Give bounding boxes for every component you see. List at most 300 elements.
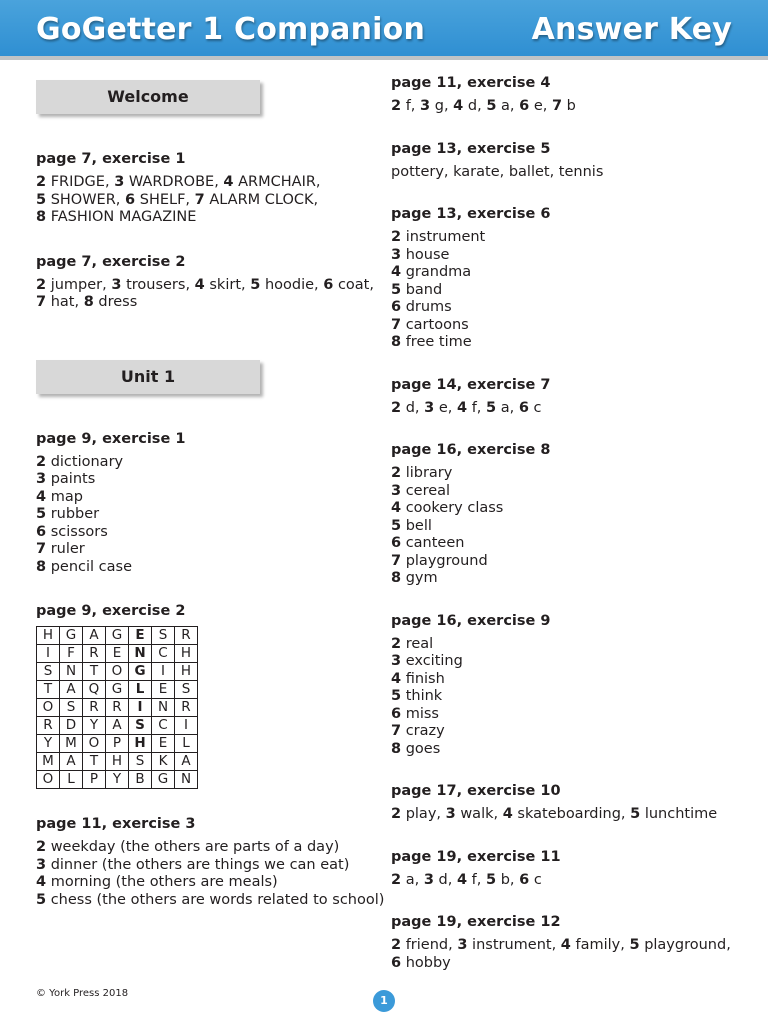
grid-cell: T xyxy=(83,663,106,681)
answer-line xyxy=(391,400,736,418)
answer-text: g, xyxy=(434,98,449,114)
answer-number: 6 xyxy=(391,535,402,551)
answer-number: 2 xyxy=(391,635,402,652)
answer-text: crazy xyxy=(405,723,445,739)
grid-cell: G xyxy=(106,681,129,699)
answer-number: 5 xyxy=(36,891,47,908)
grid-cell: O xyxy=(37,771,60,789)
answer-line xyxy=(391,553,736,571)
answer-text: f, xyxy=(405,98,416,114)
answer-line xyxy=(391,334,736,352)
answer-line xyxy=(391,483,736,501)
answer-text: dress xyxy=(98,294,138,310)
answer-text: coat, xyxy=(337,276,374,293)
answer-number: 8 xyxy=(36,209,47,225)
answer-line xyxy=(36,857,366,875)
answer-line xyxy=(391,465,736,483)
exercise-block xyxy=(391,140,736,182)
grid-cell: H xyxy=(106,753,129,771)
answer-number: 5 xyxy=(486,98,497,114)
answer-number: 2 xyxy=(36,276,47,293)
answer-text: d, xyxy=(405,399,420,416)
grid-cell: G xyxy=(106,627,129,645)
answer-text: chess (the others are words related to school) xyxy=(50,891,385,908)
answer-number: 5 xyxy=(629,937,640,953)
answer-number: 4 xyxy=(391,670,402,687)
exercise-title: page 16, exercise 9 xyxy=(391,612,551,629)
answer-number: 4 xyxy=(36,874,47,890)
exercise-answers xyxy=(391,229,736,352)
answer-text: goes xyxy=(405,740,441,757)
answer-text: ARMCHAIR, xyxy=(238,174,321,190)
answer-number: 8 xyxy=(391,334,402,350)
answer-text: trousers, xyxy=(126,276,191,293)
answer-number: 3 xyxy=(457,937,468,953)
grid-cell: K xyxy=(152,753,175,771)
grid-cell: S xyxy=(37,663,60,681)
answer-number: 3 xyxy=(391,246,402,263)
exercise-answers xyxy=(391,806,736,824)
answer-text: think xyxy=(405,688,443,704)
answer-line xyxy=(391,229,736,247)
answer-line xyxy=(391,299,736,317)
grid-cell: R xyxy=(83,645,106,663)
exercise-title: page 17, exercise 10 xyxy=(391,783,561,799)
answer-text: cartoons xyxy=(405,316,469,333)
exercise-answers xyxy=(391,400,736,418)
answer-number: 6 xyxy=(125,191,136,208)
answer-text: real xyxy=(405,635,434,652)
grid-cell: E xyxy=(152,735,175,753)
exercise-block xyxy=(36,430,366,577)
answer-number: 6 xyxy=(323,276,334,293)
grid-cell: S xyxy=(129,753,152,771)
answer-number: 2 xyxy=(391,806,402,822)
answer-number: 6 xyxy=(36,523,47,540)
answer-text: paints xyxy=(50,471,96,487)
exercise-title: page 9, exercise 2 xyxy=(36,603,186,619)
answer-number: 4 xyxy=(36,488,47,505)
answer-number: 3 xyxy=(420,98,431,114)
grid-row xyxy=(37,735,198,753)
grid-cell: G xyxy=(129,663,152,681)
answer-number: 2 xyxy=(36,453,47,470)
answer-text: cereal xyxy=(405,482,451,499)
grid-cell: S xyxy=(175,681,198,699)
exercise-title: page 11, exercise 3 xyxy=(36,816,196,832)
grid-row xyxy=(37,699,198,717)
grid-cell: E xyxy=(152,681,175,699)
exercise-title: page 13, exercise 6 xyxy=(391,206,551,222)
grid-cell: Q xyxy=(83,681,106,699)
grid-cell: G xyxy=(152,771,175,789)
answer-line xyxy=(36,209,366,227)
answer-text: miss xyxy=(405,705,439,722)
page-header xyxy=(0,0,768,60)
exercise-title: page 16, exercise 8 xyxy=(391,442,551,458)
grid-cell: Y xyxy=(83,717,106,735)
answer-text: lunchtime xyxy=(644,806,718,822)
answer-number: 5 xyxy=(250,276,261,293)
answer-text: jumper, xyxy=(50,276,107,293)
answer-line xyxy=(36,874,366,892)
answer-text: hoodie, xyxy=(264,276,319,293)
answer-line xyxy=(391,741,736,759)
grid-row xyxy=(37,627,198,645)
answer-text: hat, xyxy=(50,294,80,310)
grid-cell: P xyxy=(106,735,129,753)
answer-text: e, xyxy=(533,98,548,114)
answer-line xyxy=(36,294,366,312)
answer-number: 6 xyxy=(391,299,402,315)
answer-number: 5 xyxy=(36,506,47,522)
answer-number: 2 xyxy=(391,871,402,888)
answer-text: canteen xyxy=(405,535,465,551)
answer-line xyxy=(391,98,736,116)
answer-line xyxy=(36,454,366,472)
answer-text: a, xyxy=(405,871,420,888)
answer-text: bell xyxy=(405,517,432,534)
copyright-notice: © York Press 2018 xyxy=(36,988,129,999)
right-column xyxy=(391,74,736,996)
grid-cell: S xyxy=(152,627,175,645)
answer-text: b xyxy=(566,98,576,114)
grid-cell: N xyxy=(60,663,83,681)
answer-number: 3 xyxy=(391,482,402,499)
answer-line xyxy=(391,518,736,536)
answer-text: gym xyxy=(405,570,438,586)
answer-number: 8 xyxy=(391,570,402,586)
answer-number: 2 xyxy=(391,399,402,416)
answer-line xyxy=(36,541,366,559)
answer-line xyxy=(36,276,374,295)
answer-text: WARDROBE, xyxy=(128,174,219,190)
exercise-block xyxy=(391,782,736,824)
answer-line xyxy=(36,489,366,507)
answer-number: 6 xyxy=(391,705,402,722)
answer-number: 2 xyxy=(391,98,402,114)
answer-text: SHELF, xyxy=(139,191,191,208)
answer-text: cookery class xyxy=(405,500,504,516)
answer-text: ruler xyxy=(50,541,85,557)
answer-number: 6 xyxy=(519,871,530,888)
answer-text: rubber xyxy=(50,506,100,522)
grid-cell: F xyxy=(60,645,83,663)
exercise-answers xyxy=(391,872,736,890)
answer-text: a, xyxy=(501,98,515,114)
grid-cell: B xyxy=(129,771,152,789)
answer-number: 7 xyxy=(391,552,402,569)
exercise-answers xyxy=(36,276,374,312)
grid-cell: C xyxy=(152,717,175,735)
answer-number: 7 xyxy=(36,294,47,310)
answer-line xyxy=(36,891,385,910)
answer-text: play, xyxy=(405,806,442,822)
exercise-block xyxy=(36,253,374,312)
exercise-answers xyxy=(391,937,736,972)
answer-line xyxy=(391,317,736,335)
answer-number: 2 xyxy=(36,839,47,855)
answer-text: pencil case xyxy=(50,558,132,575)
grid-cell: H xyxy=(175,663,198,681)
grid-row xyxy=(37,645,198,663)
answer-text: library xyxy=(405,465,453,481)
answer-text: band xyxy=(405,281,443,298)
answer-text: FRIDGE, xyxy=(50,174,110,190)
answer-number: 8 xyxy=(36,558,47,575)
answer-number: 3 xyxy=(114,174,125,190)
answer-number: 2 xyxy=(391,465,402,481)
page-number-badge: 1 xyxy=(373,990,395,1012)
answer-number: 5 xyxy=(485,871,497,888)
grid-cell: I xyxy=(129,699,152,717)
grid-cell: L xyxy=(175,735,198,753)
grid-cell: R xyxy=(175,699,198,717)
answer-line xyxy=(391,500,736,518)
exercise-block xyxy=(391,913,736,972)
exercise-block xyxy=(36,815,385,909)
answer-text: map xyxy=(50,488,83,505)
answer-number: 2 xyxy=(36,174,47,190)
grid-cell: A xyxy=(60,753,83,771)
grid-cell: O xyxy=(37,699,60,717)
answer-line xyxy=(36,506,366,524)
exercise-answers xyxy=(391,465,736,588)
answer-number: 4 xyxy=(453,98,464,114)
answer-text: drums xyxy=(405,299,452,315)
answer-line xyxy=(391,264,736,282)
answer-number: 8 xyxy=(391,740,402,757)
exercise-block xyxy=(391,376,736,418)
exercise-answers xyxy=(36,839,385,909)
grid-cell: N xyxy=(129,645,152,663)
answer-number: 3 xyxy=(445,806,456,822)
answer-text: morning (the others are meals) xyxy=(50,874,278,890)
answer-text: hobby xyxy=(405,954,451,971)
answer-text: free time xyxy=(405,334,472,350)
answer-number: 7 xyxy=(36,541,47,557)
exercise-title: page 19, exercise 11 xyxy=(391,848,561,865)
answer-text: scissors xyxy=(50,523,108,540)
grid-cell: Y xyxy=(106,771,129,789)
answer-text: playground xyxy=(405,552,488,569)
answer-line xyxy=(391,706,736,724)
grid-row xyxy=(37,753,198,771)
answer-number: 7 xyxy=(391,723,402,739)
answer-number: 4 xyxy=(223,174,234,190)
answer-number: 4 xyxy=(194,276,205,293)
answer-number: 8 xyxy=(83,294,94,310)
exercise-answers xyxy=(36,174,366,227)
answer-line xyxy=(391,688,736,706)
answer-line xyxy=(391,806,736,824)
answer-text: SHOWER, xyxy=(50,191,121,208)
grid-cell: M xyxy=(37,753,60,771)
answer-text: skateboarding, xyxy=(517,806,626,822)
answer-text: c xyxy=(533,871,542,888)
answer-text: d, xyxy=(467,98,482,114)
answer-text: f, xyxy=(471,399,482,416)
answer-number: 5 xyxy=(36,191,47,208)
grid-cell: L xyxy=(60,771,83,789)
grid-cell: A xyxy=(83,627,106,645)
answer-number: 6 xyxy=(519,98,530,114)
answer-text: playground, xyxy=(644,937,731,953)
grid-cell: T xyxy=(83,753,106,771)
answer-text: instrument xyxy=(405,229,486,245)
grid-cell: E xyxy=(106,645,129,663)
answer-line xyxy=(391,535,736,553)
answer-text: FASHION MAGAZINE xyxy=(50,209,197,225)
exercise-title: page 13, exercise 5 xyxy=(391,140,551,157)
answer-number: 4 xyxy=(456,871,468,888)
answer-text: grandma xyxy=(405,264,472,280)
exercise-answers xyxy=(391,164,736,182)
grid-cell: M xyxy=(60,735,83,753)
answer-key-label: Answer Key xyxy=(531,12,732,47)
exercise-block xyxy=(36,150,366,227)
answer-text: exciting xyxy=(405,653,463,669)
grid-cell: H xyxy=(129,735,152,753)
answer-number: 3 xyxy=(391,653,402,669)
grid-cell: D xyxy=(60,717,83,735)
answer-line xyxy=(36,471,366,489)
answer-line xyxy=(391,636,736,654)
answer-line xyxy=(391,937,736,955)
grid-cell: O xyxy=(83,735,106,753)
answer-line xyxy=(391,723,736,741)
answer-text: weekday (the others are parts of a day) xyxy=(50,839,340,855)
answer-text: family, xyxy=(575,937,625,953)
answer-text: b, xyxy=(500,871,515,888)
answer-text: pottery, karate, ballet, tennis xyxy=(391,163,604,180)
grid-row xyxy=(37,663,198,681)
grid-cell: L xyxy=(129,681,152,699)
answer-text: house xyxy=(405,246,450,263)
answer-line xyxy=(391,164,736,182)
answer-line xyxy=(391,570,736,588)
exercise-title: page 19, exercise 12 xyxy=(391,914,561,930)
answer-number: 4 xyxy=(456,399,468,416)
answer-number: 2 xyxy=(391,229,402,245)
grid-row xyxy=(37,717,198,735)
answer-number: 3 xyxy=(36,856,47,873)
grid-cell: I xyxy=(152,663,175,681)
answer-number: 5 xyxy=(391,281,402,298)
exercise-title: page 9, exercise 1 xyxy=(36,430,186,447)
answer-text: d, xyxy=(438,871,453,888)
grid-row xyxy=(37,771,198,789)
exercise-block xyxy=(391,205,736,352)
exercise-block xyxy=(391,441,736,588)
grid-cell: R xyxy=(106,699,129,717)
answer-text: dinner (the others are things we can eat) xyxy=(50,856,350,873)
answer-line xyxy=(391,671,736,689)
exercise-answers xyxy=(391,98,736,116)
answer-text: ALARM CLOCK, xyxy=(209,191,319,208)
grid-cell: A xyxy=(175,753,198,771)
grid-cell: R xyxy=(175,627,198,645)
answer-number: 7 xyxy=(391,316,402,333)
exercise-block xyxy=(391,612,736,759)
answer-line xyxy=(36,174,366,192)
exercise-title: page 14, exercise 7 xyxy=(391,376,551,393)
answer-text: dictionary xyxy=(50,453,124,470)
section-welcome: Welcome xyxy=(36,80,260,114)
answer-text: c xyxy=(533,399,542,416)
answer-number: 2 xyxy=(391,937,402,953)
answer-number: 3 xyxy=(36,471,47,487)
answer-text: f, xyxy=(471,871,482,888)
answer-number: 7 xyxy=(551,98,563,114)
grid-cell: S xyxy=(129,717,152,735)
grid-cell: P xyxy=(83,771,106,789)
grid-cell: T xyxy=(37,681,60,699)
answer-number: 5 xyxy=(391,688,402,704)
answer-line xyxy=(36,559,366,577)
answer-line xyxy=(36,192,366,210)
answer-line xyxy=(36,839,366,857)
answer-number: 3 xyxy=(111,276,122,293)
wordsearch-grid xyxy=(36,626,198,789)
answer-number: 7 xyxy=(194,191,205,208)
answer-number: 5 xyxy=(486,399,497,416)
grid-cell: R xyxy=(37,717,60,735)
answer-text: a, xyxy=(500,399,515,416)
section-unit-1: Unit 1 xyxy=(36,360,260,394)
answer-number: 3 xyxy=(423,871,434,888)
grid-cell: I xyxy=(37,645,60,663)
grid-cell: C xyxy=(152,645,175,663)
exercise-title: page 7, exercise 1 xyxy=(36,151,186,167)
grid-cell: N xyxy=(175,771,198,789)
answer-number: 3 xyxy=(424,399,435,416)
answer-text: walk, xyxy=(460,806,499,822)
answer-number: 4 xyxy=(391,264,402,280)
grid-cell: R xyxy=(83,699,106,717)
grid-cell: Y xyxy=(37,735,60,753)
answer-line xyxy=(391,653,736,671)
answer-line xyxy=(391,955,736,973)
answer-number: 5 xyxy=(630,806,641,822)
answer-line xyxy=(391,872,736,890)
grid-cell: A xyxy=(106,717,129,735)
answer-text: skirt, xyxy=(209,276,246,293)
grid-cell: E xyxy=(129,627,152,645)
grid-cell: I xyxy=(175,717,198,735)
answer-number: 4 xyxy=(502,806,513,822)
left-column xyxy=(36,74,385,935)
exercise-block xyxy=(391,848,736,890)
exercise-title: page 7, exercise 2 xyxy=(36,253,186,270)
book-title: GoGetter 1 Companion xyxy=(36,12,426,47)
grid-cell: O xyxy=(106,663,129,681)
answer-number: 4 xyxy=(560,937,571,953)
grid-cell: G xyxy=(60,627,83,645)
answer-number: 6 xyxy=(518,399,529,416)
answer-number: 6 xyxy=(391,954,402,971)
answer-line xyxy=(391,247,736,265)
grid-cell: H xyxy=(37,627,60,645)
exercise-answers xyxy=(36,454,366,577)
exercise-block xyxy=(391,74,736,116)
answer-text: instrument, xyxy=(472,937,557,953)
answer-line xyxy=(391,282,736,300)
grid-row xyxy=(37,681,198,699)
answer-number: 4 xyxy=(391,500,402,516)
answer-text: e, xyxy=(438,399,453,416)
answer-text: finish xyxy=(405,670,445,687)
